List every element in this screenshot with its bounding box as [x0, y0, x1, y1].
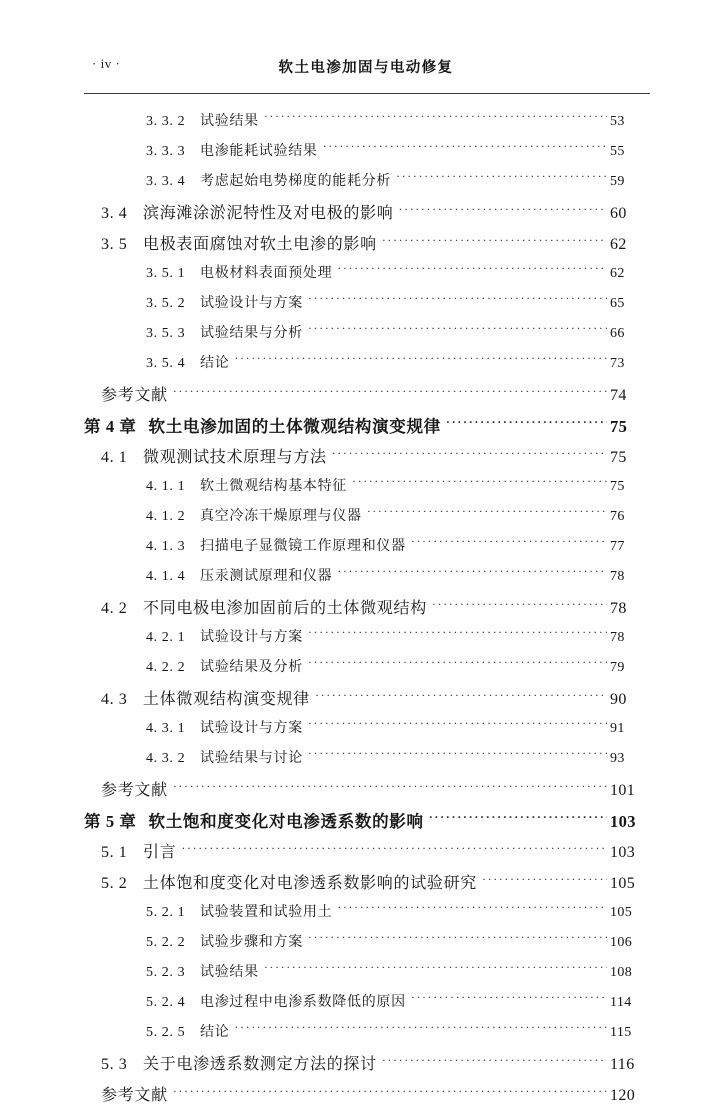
- toc-entry-number: 5. 1: [101, 844, 128, 861]
- toc-entry-page-number: 103: [610, 812, 636, 831]
- toc-entry-page-number: 75: [610, 417, 628, 436]
- toc-dot-leader: [308, 932, 607, 946]
- toc-entry-page-number: 53: [610, 114, 625, 129]
- toc-entry-page-number: 101: [610, 782, 636, 799]
- toc-dot-leader: [367, 506, 607, 520]
- toc-entry-number: 5. 2. 3: [146, 965, 186, 980]
- toc-entry[interactable]: [84, 656, 650, 686]
- toc-entry-page-number: 73: [610, 356, 625, 371]
- toc-entry-page-number: 60: [610, 205, 627, 222]
- toc-entry[interactable]: [84, 961, 650, 991]
- toc-entry-title: 电渗过程中电渗系数降低的原因: [200, 995, 406, 1010]
- toc-entry-page-number: 78: [610, 569, 625, 584]
- toc-entry-number: 4. 2. 1: [146, 630, 186, 645]
- toc-entry-page-number: 76: [610, 509, 625, 524]
- toc-entry-title: 试验设计与方案: [200, 630, 303, 645]
- toc-dot-leader: [308, 323, 607, 337]
- running-title: 软土电渗加固与电动修复: [278, 60, 454, 76]
- toc-entry-title: 引言: [143, 844, 177, 861]
- toc-entry-title: 试验结果: [200, 965, 259, 980]
- toc-entry[interactable]: [84, 808, 650, 839]
- toc-entry[interactable]: [84, 231, 650, 262]
- toc-entry-title: 软土电渗加固的土体微观结构演变规律: [148, 417, 441, 436]
- toc-dot-leader: [337, 902, 607, 916]
- toc-entry-page-number: 105: [610, 875, 636, 892]
- toc-entry-title: 试验设计与方案: [200, 296, 303, 311]
- page-header: [84, 56, 648, 88]
- toc-entry[interactable]: [84, 505, 650, 535]
- table-of-contents: [84, 110, 650, 1113]
- toc-dot-leader: [264, 962, 607, 976]
- toc-dot-leader: [234, 353, 607, 367]
- toc-entry-page-number: 91: [610, 721, 625, 736]
- toc-entry[interactable]: [84, 292, 650, 322]
- toc-entry-title: 滨海滩涂淤泥特性及对电极的影响: [143, 205, 394, 222]
- toc-dot-leader: [382, 1053, 607, 1069]
- toc-entry-number: 3. 5. 2: [146, 296, 186, 311]
- toc-entry-number: 3. 3. 4: [146, 174, 186, 189]
- toc-entry-number: 4. 1. 2: [146, 509, 186, 524]
- toc-dot-leader: [173, 384, 607, 400]
- toc-entry-title: 软土饱和度变化对电渗透系数的影响: [148, 812, 424, 831]
- toc-entry-title: 参考文献: [101, 1087, 168, 1104]
- toc-entry-number: 4. 2: [101, 600, 128, 617]
- toc-dot-leader: [308, 293, 607, 307]
- toc-entry-page-number: 62: [610, 236, 627, 253]
- toc-entry-title: 电极材料表面预处理: [200, 266, 333, 281]
- toc-dot-leader: [352, 476, 607, 490]
- toc-entry-page-number: 65: [610, 296, 625, 311]
- toc-entry-page-number: 77: [610, 539, 625, 554]
- toc-entry-title: 试验装置和试验用土: [200, 905, 333, 920]
- toc-entry[interactable]: [84, 262, 650, 292]
- toc-entry[interactable]: [84, 535, 650, 565]
- toc-entry-number: 5. 2. 5: [146, 1025, 186, 1040]
- toc-entry[interactable]: [84, 626, 650, 656]
- toc-entry-title: 参考文献: [101, 387, 168, 404]
- toc-entry-number: 3. 5: [101, 236, 128, 253]
- toc-dot-leader: [432, 597, 607, 613]
- toc-entry-page-number: 74: [610, 387, 627, 404]
- toc-entry[interactable]: [84, 686, 650, 717]
- toc-entry-title: 参考文献: [101, 782, 168, 799]
- toc-entry-title: 电极表面腐蚀对软土电渗的影响: [143, 236, 377, 253]
- toc-entry-page-number: 59: [610, 174, 625, 189]
- toc-dot-leader: [332, 446, 607, 462]
- toc-dot-leader: [234, 1022, 607, 1036]
- toc-dot-leader: [337, 566, 607, 580]
- toc-entry-number: 3. 5. 4: [146, 356, 186, 371]
- toc-entry-title: 土体饱和度变化对电渗透系数影响的试验研究: [143, 875, 478, 892]
- toc-entry[interactable]: [84, 352, 650, 382]
- toc-entry-number: 5. 2. 1: [146, 905, 186, 920]
- toc-entry-page-number: 114: [610, 995, 632, 1010]
- toc-entry-page-number: 106: [610, 935, 633, 950]
- toc-entry-title: 试验结果及分析: [200, 660, 303, 675]
- toc-entry-title: 关于电渗透系数测定方法的探讨: [143, 1056, 377, 1073]
- toc-entry-page-number: 105: [610, 905, 633, 920]
- toc-entry[interactable]: [84, 382, 650, 413]
- toc-entry[interactable]: [84, 475, 650, 505]
- toc-entry-title: 微观测试技术原理与方法: [143, 449, 327, 466]
- toc-entry-page-number: 75: [610, 449, 627, 466]
- toc-entry-title: 结论: [200, 1025, 230, 1040]
- toc-entry[interactable]: [84, 839, 650, 870]
- toc-entry-title: 真空冷冻干燥原理与仪器: [200, 509, 362, 524]
- toc-entry[interactable]: [84, 1051, 650, 1082]
- toc-entry-number: 4. 1: [101, 449, 128, 466]
- toc-entry-number: 4. 3: [101, 691, 128, 708]
- toc-entry-title: 试验设计与方案: [200, 721, 303, 736]
- toc-entry-number: 第 5 章: [84, 812, 137, 831]
- toc-dot-leader: [308, 627, 607, 641]
- toc-dot-leader: [173, 779, 607, 795]
- toc-entry-number: 第 4 章: [84, 417, 137, 436]
- toc-entry[interactable]: [84, 595, 650, 626]
- toc-entry-number: 3. 3. 2: [146, 114, 186, 129]
- toc-dot-leader: [382, 233, 607, 249]
- toc-entry[interactable]: [84, 870, 650, 901]
- toc-entry-number: 5. 3: [101, 1056, 128, 1073]
- toc-dot-leader: [173, 1084, 607, 1100]
- toc-entry-page-number: 116: [610, 1056, 635, 1073]
- toc-entry-number: 3. 3. 3: [146, 144, 186, 159]
- toc-dot-leader: [429, 811, 607, 828]
- toc-entry[interactable]: [84, 322, 650, 352]
- toc-entry-page-number: 93: [610, 751, 625, 766]
- toc-dot-leader: [337, 263, 607, 277]
- toc-entry-title: 试验步骤和方案: [200, 935, 303, 950]
- toc-dot-leader: [308, 748, 607, 762]
- toc-entry-page-number: 79: [610, 660, 625, 675]
- toc-dot-leader: [446, 416, 607, 433]
- toc-entry-number: 4. 1. 1: [146, 479, 186, 494]
- toc-entry-page-number: 62: [610, 266, 625, 281]
- toc-entry-title: 试验结果与讨论: [200, 751, 303, 766]
- toc-entry-title: 软土微观结构基本特征: [200, 479, 347, 494]
- toc-entry[interactable]: [84, 110, 650, 140]
- toc-dot-leader: [323, 141, 607, 155]
- folio-number: · iv ·: [92, 56, 121, 71]
- toc-entry-title: 土体微观结构演变规律: [143, 691, 311, 708]
- toc-entry-number: 4. 1. 3: [146, 539, 186, 554]
- toc-entry[interactable]: [84, 1082, 650, 1113]
- toc-entry[interactable]: [84, 747, 650, 777]
- toc-dot-leader: [181, 841, 607, 857]
- toc-entry[interactable]: [84, 901, 650, 931]
- toc-dot-leader: [264, 111, 607, 125]
- toc-entry[interactable]: [84, 991, 650, 1021]
- toc-entry[interactable]: [84, 777, 650, 808]
- toc-entry-page-number: 78: [610, 600, 627, 617]
- toc-entry-page-number: 66: [610, 326, 625, 341]
- toc-entry-title: 压汞测试原理和仪器: [200, 569, 333, 584]
- toc-dot-leader: [411, 992, 607, 1006]
- toc-entry[interactable]: [84, 413, 650, 444]
- toc-entry-page-number: 78: [610, 630, 625, 645]
- toc-entry-page-number: 103: [610, 844, 636, 861]
- toc-dot-leader: [482, 872, 607, 888]
- toc-entry-number: 4. 3. 2: [146, 751, 186, 766]
- toc-entry-title: 试验结果: [200, 114, 259, 129]
- toc-entry-title: 扫描电子显微镜工作原理和仪器: [200, 539, 406, 554]
- toc-dot-leader: [399, 202, 607, 218]
- toc-entry[interactable]: [84, 717, 650, 747]
- toc-entry-page-number: 115: [610, 1025, 632, 1040]
- toc-entry-title: 结论: [200, 356, 230, 371]
- toc-entry-number: 4. 2. 2: [146, 660, 186, 675]
- toc-entry-page-number: 75: [610, 479, 625, 494]
- toc-dot-leader: [308, 657, 607, 671]
- toc-entry-page-number: 90: [610, 691, 627, 708]
- toc-dot-leader: [411, 536, 607, 550]
- toc-entry[interactable]: [84, 444, 650, 475]
- toc-entry-number: 5. 2. 4: [146, 995, 186, 1010]
- toc-entry-number: 5. 2. 2: [146, 935, 186, 950]
- toc-entry-number: 5. 2: [101, 875, 128, 892]
- toc-entry-page-number: 120: [610, 1087, 636, 1104]
- toc-entry-title: 不同电极电渗加固前后的土体微观结构: [143, 600, 427, 617]
- toc-entry[interactable]: [84, 931, 650, 961]
- toc-entry-page-number: 55: [610, 144, 625, 159]
- toc-entry-number: 3. 5. 3: [146, 326, 186, 341]
- toc-entry[interactable]: [84, 170, 650, 200]
- toc-entry-number: 3. 5. 1: [146, 266, 186, 281]
- toc-dot-leader: [308, 718, 607, 732]
- toc-entry-number: 3. 4: [101, 205, 128, 222]
- toc-entry[interactable]: [84, 1021, 650, 1051]
- toc-entry-title: 试验结果与分析: [200, 326, 303, 341]
- toc-entry-title: 电渗能耗试验结果: [200, 144, 318, 159]
- toc-entry[interactable]: [84, 140, 650, 170]
- toc-entry-number: 4. 3. 1: [146, 721, 186, 736]
- toc-entry-title: 考虑起始电势梯度的能耗分析: [200, 174, 392, 189]
- toc-dot-leader: [315, 688, 607, 704]
- toc-entry[interactable]: [84, 200, 650, 231]
- toc-entry-number: 4. 1. 4: [146, 569, 186, 584]
- toc-entry-page-number: 108: [610, 965, 633, 980]
- header-divider: [84, 93, 650, 94]
- toc-entry[interactable]: [84, 565, 650, 595]
- toc-dot-leader: [396, 171, 607, 185]
